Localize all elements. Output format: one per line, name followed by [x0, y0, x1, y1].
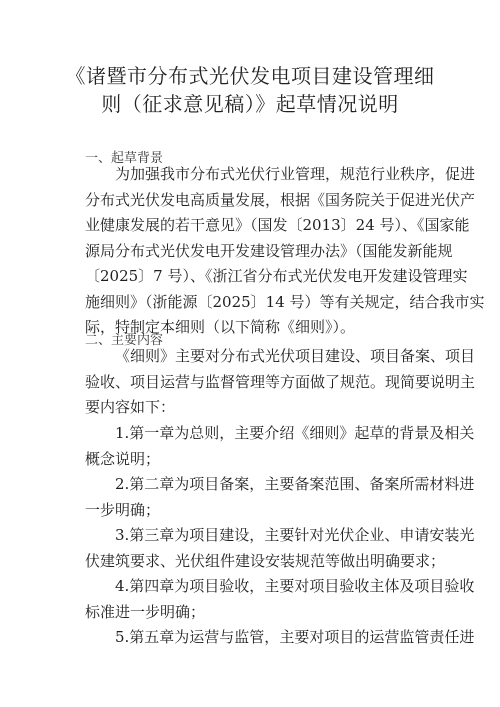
paragraph-line: 业健康发展的若干意见》（国发〔2013〕24 号）、《国家能: [85, 216, 470, 234]
paragraph-line: 3.第三章为项目建设，主要针对光伏企业、申请安装光: [115, 526, 475, 544]
paragraph-line: 标准进一步明确；: [85, 602, 206, 621]
chapter-item-1: [85, 421, 475, 472]
paragraph-line: 要内容如下：: [85, 398, 176, 416]
paragraph-line: 4.第四章为项目验收，主要对项目验收主体及项目验收: [115, 577, 475, 595]
document-title-line-1: 《诸暨市分布式光伏发电项目建设管理细: [65, 64, 435, 88]
paragraph-line: 为加强我市分布式光伏行业管理，规范行业秩序，促进: [115, 165, 476, 183]
section-heading-background: 一、起草背景: [85, 151, 164, 166]
paragraph-line: 〔2025〕7 号）、《浙江省分布式光伏发电开发建设管理实: [85, 267, 468, 285]
paragraph-line: 伏建筑要求、光伏组件建设安装规范等做出明确要求；: [85, 551, 446, 570]
paragraph-line: 施细则》（浙能源〔2025〕14 号）等有关规定，结合我市实: [85, 292, 485, 311]
paragraph-line: 源局分布式光伏发电开发建设管理办法》（国能发新能规: [85, 241, 453, 260]
paragraph-line: 2.第二章为项目备案，主要备案范围、备案所需材料进: [115, 475, 475, 493]
main-content-intro: [85, 344, 476, 421]
background-paragraph: [85, 162, 485, 341]
chapter-item-3: [85, 523, 475, 574]
paragraph-line: 验收、项目运营与监督管理等方面做了规范。现简要说明主: [85, 372, 476, 391]
chapter-item-2: [85, 472, 475, 523]
paragraph-line: 分布式光伏发电高质量发展，根据《国务院关于促进光伏产: [85, 190, 476, 209]
chapter-item-5: [85, 625, 475, 651]
paragraph-line: 1.第一章为总则，主要介绍《细则》起草的背景及相关: [115, 424, 475, 442]
paragraph-line: 际，特制定本细则（以下简称《细则》）。: [85, 318, 356, 336]
chapter-item-4: [85, 574, 475, 625]
paragraph-line: 概念说明；: [85, 449, 161, 468]
paragraph-line: 5.第五章为运营与监管，主要对项目的运营监管责任进: [115, 628, 475, 646]
section-heading-main-content: 二、主要内容: [85, 333, 164, 348]
paragraph-line: 《细则》主要对分布式光伏项目建设、项目备案、项目: [115, 347, 476, 365]
document-title-line-2: 则（征求意见稿）》起草情况说明: [101, 92, 399, 116]
paragraph-line: 一步明确；: [85, 500, 161, 519]
